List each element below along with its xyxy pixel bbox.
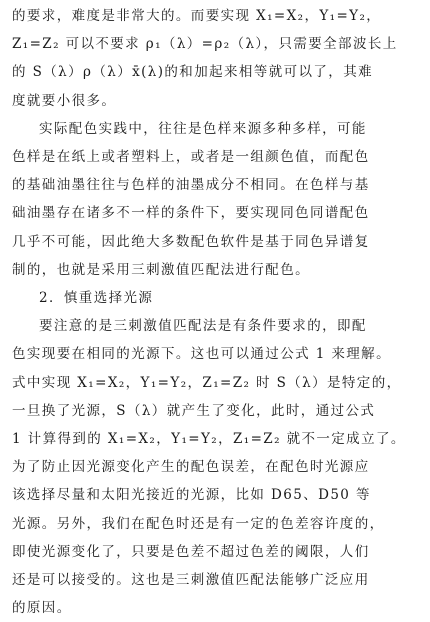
paragraph-2-line: 础油墨存在诸多不一样的条件下，要实现同色同谱配色: [12, 205, 370, 222]
paragraph-2-line: 制的，也就是采用三刺激值匹配法进行配色。: [12, 261, 310, 278]
paragraph-3-line: 即使光源变化了，只要是色差不超过色差的阈限，人们: [12, 543, 370, 560]
paragraph-3: [12, 312, 420, 622]
paragraph-3-line: 该选择尽量和太阳光接近的光源，比如 D65、D50 等: [12, 487, 371, 504]
paragraph-1-line: 的要求，难度是非常大的。而要实现 X₁=X₂，Y₁=Y₂，: [12, 8, 382, 24]
paragraph-3-line: 1 计算得到的 X₁=X₂，Y₁=Y₂，Z₁=Z₂ 就不一定成立了。: [12, 431, 406, 448]
paragraph-1-line: 的 S（λ）ρ（λ）x̄(λ)的和加起来相等就可以了，其难: [12, 64, 373, 81]
section-heading: 2．慎重选择光源: [39, 290, 154, 307]
paragraph-2: [12, 115, 420, 284]
paragraph-1-line: Z₁=Z₂ 可以不要求 ρ₁（λ）=ρ₂（λ），只需要全部波长上: [12, 36, 398, 53]
paragraph-2-line: 实际配色实践中，往往是色样来源多种多样，可能: [39, 120, 367, 137]
paragraph-2-line: 的基础油墨往往与色样的油墨成分不相同。在色样与基: [12, 177, 370, 194]
paragraph-3-line: 一旦换了光源，S（λ）就产生了变化，此时，通过公式: [12, 402, 376, 419]
paragraph-2-line: 色样是在纸上或者塑料上，或者是一组颜色值，而配色: [12, 149, 370, 166]
paragraph-3-line: 光源。另外，我们在配色时还是有一定的色差容许度的，: [12, 515, 385, 532]
paragraph-3-line: 色实现要在相同的光源下。这也可以通过公式 1 来理解。: [12, 346, 391, 363]
paragraph-3-line: 还是可以接受的。这也是三刺激值匹配法能够广泛应用: [12, 572, 370, 589]
paragraph-1-line: 度就要小很多。: [12, 92, 117, 109]
paragraph-2-line: 几乎不可能，因此绝大多数配色软件是基于同色异谱复: [12, 233, 370, 250]
paragraph-1: [12, 2, 420, 115]
paragraph-3-line: 要注意的是三刺激值匹配法是有条件要求的，即配: [39, 318, 367, 335]
paragraph-3-line: 的原因。: [12, 600, 72, 617]
paragraph-3-line: 为了防止因光源变化产生的配色误差，在配色时光源应: [12, 459, 370, 476]
paragraph-3-line: 式中实现 X₁=X₂，Y₁=Y₂，Z₁=Z₂ 时 S（λ）是特定的，: [12, 374, 402, 391]
